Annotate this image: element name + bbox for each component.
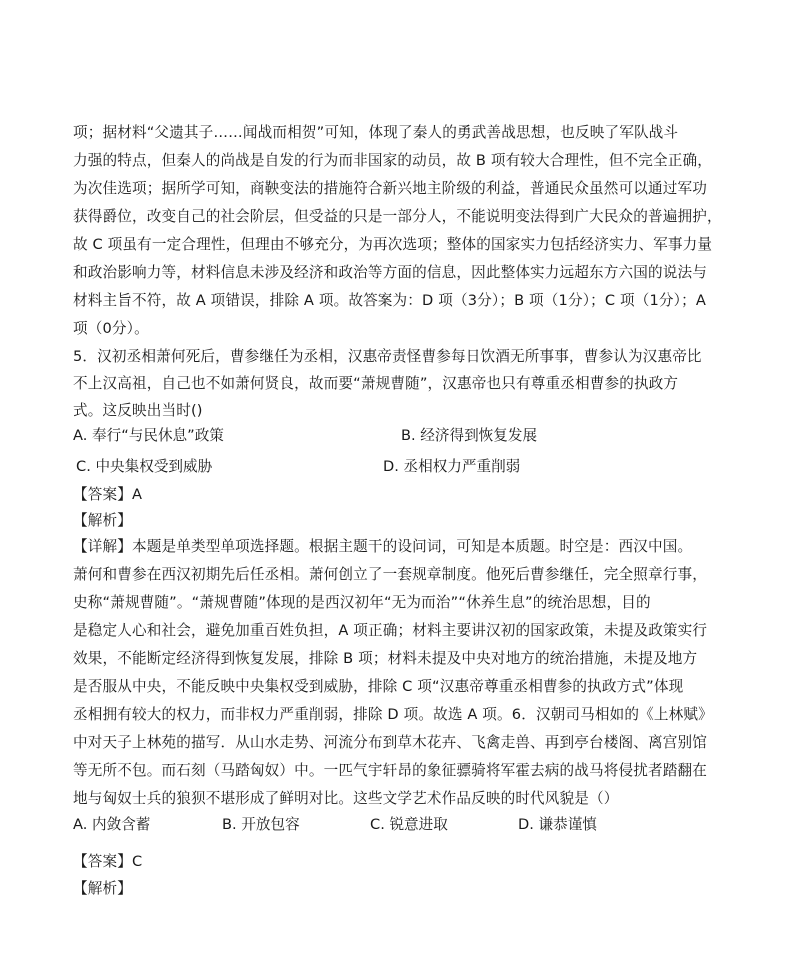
detail-line: 地与匈奴士兵的狼狈不堪形成了鲜明对比。这些文学艺术作品反映的时代风貌是（）: [73, 790, 619, 807]
option-b: B. 经济得到恢复发展: [401, 427, 538, 444]
text-line: 力强的特点，但秦人的尚战是自发的行为而非国家的动员，故 B 项有较大合理性，但不完全正确，: [73, 152, 712, 169]
option-a: A. 内敛含蓄: [73, 816, 151, 833]
detail-line: 等无所不包。而石刻（马踏匈奴）中。一匹气宇轩昂的象征骠骑将军霍去病的战马将侵扰者踏翻在: [73, 762, 707, 779]
detail-line: 是否服从中央，不能反映中央集权受到威胁，排除 C 项“汉惠帝尊重丞相曹参的执政方式”体现: [73, 678, 684, 695]
detail-line: 【详解】本题是单类型单项选择题。根据主题干的设问词，可知是本质题。时空是：西汉中国。: [73, 538, 693, 555]
text-line: 和政治影响力等，材料信息未涉及经济和政治等方面的信息，因此整体实力远超东方六国的说法与: [73, 264, 707, 281]
analysis-label: 【解析】: [73, 880, 132, 897]
option-d: D. 谦恭谨慎: [518, 816, 597, 833]
text-line: 获得爵位，改变自己的社会阶层，但受益的只是一部分人，不能说明变法得到广大民众的普遍拥护，: [73, 208, 722, 225]
question-stem-line: 不上汉高祖，自己也不如萧何贤良，故而要“萧规曹随”，汉惠帝也只有尊重丞相曹参的执政方: [73, 375, 679, 392]
text-line: 材料主旨不符，故 A 项错误，排除 A 项。故答案为：D 项（3分）；B 项（1分）；C 项（1分）；A: [73, 292, 706, 309]
option-a: A. 奉行“与民休息”政策: [73, 427, 224, 444]
detail-line: 是稳定人心和社会，避免加重百姓负担，A 项正确；材料主要讲汉初的国家政策，未提及政策实行: [73, 622, 708, 639]
option-b: B. 开放包容: [222, 816, 300, 833]
answer-label: 【答案】C: [73, 853, 143, 870]
detail-line: 萧何和曹参在西汉初期先后任丞相。萧何创立了一套规章制度。他死后曹参继任，完全照章行事，: [73, 566, 707, 583]
detail-line: 丞相拥有较大的权力，而非权力严重削弱，排除 D 项。故选 A 项。6．汉朝司马相如的《上林赋》: [73, 706, 713, 723]
question-stem-line: 5．汉初丞相萧何死后，曹参继任为丞相，汉惠帝责怪曹参每日饮酒无所事事，曹参认为汉惠帝比: [73, 348, 702, 365]
detail-line: 史称“萧规曹随”。“萧规曹随”体现的是西汉初年“无为而治”“休养生息”的统治思想，目的: [73, 594, 651, 611]
option-d: D. 丞相权力严重削弱: [383, 458, 521, 475]
text-line: 为次佳选项；据所学可知，商鞅变法的措施符合新兴地主阶级的利益，普通民众虽然可以通过军功: [73, 180, 707, 197]
answer-label: 【答案】A: [73, 486, 143, 503]
detail-line: 中对天子上林苑的描写．从山水走势、河流分布到草木花卉、飞禽走兽、再到亭台楼阁、离宫别馆: [73, 734, 707, 751]
text-line: 项；据材料“父遗其子……闻战而相贺”可知，体现了秦人的勇武善战思想，也反映了军队战斗: [73, 124, 679, 141]
text-line: 项（0分）。: [73, 320, 149, 337]
analysis-label: 【解析】: [73, 512, 132, 529]
option-c: C. 锐意进取: [370, 816, 448, 833]
option-c: C. 中央集权受到威胁: [76, 458, 213, 475]
text-line: 故 C 项虽有一定合理性，但理由不够充分，为再次选项；整体的国家实力包括经济实力、军事力量: [73, 236, 713, 253]
detail-line: 效果，不能断定经济得到恢复发展，排除 B 项；材料未提及中央对地方的统治措施，未提及地方: [73, 650, 698, 667]
question-stem-line: 式。这反映出当时(): [73, 402, 203, 419]
